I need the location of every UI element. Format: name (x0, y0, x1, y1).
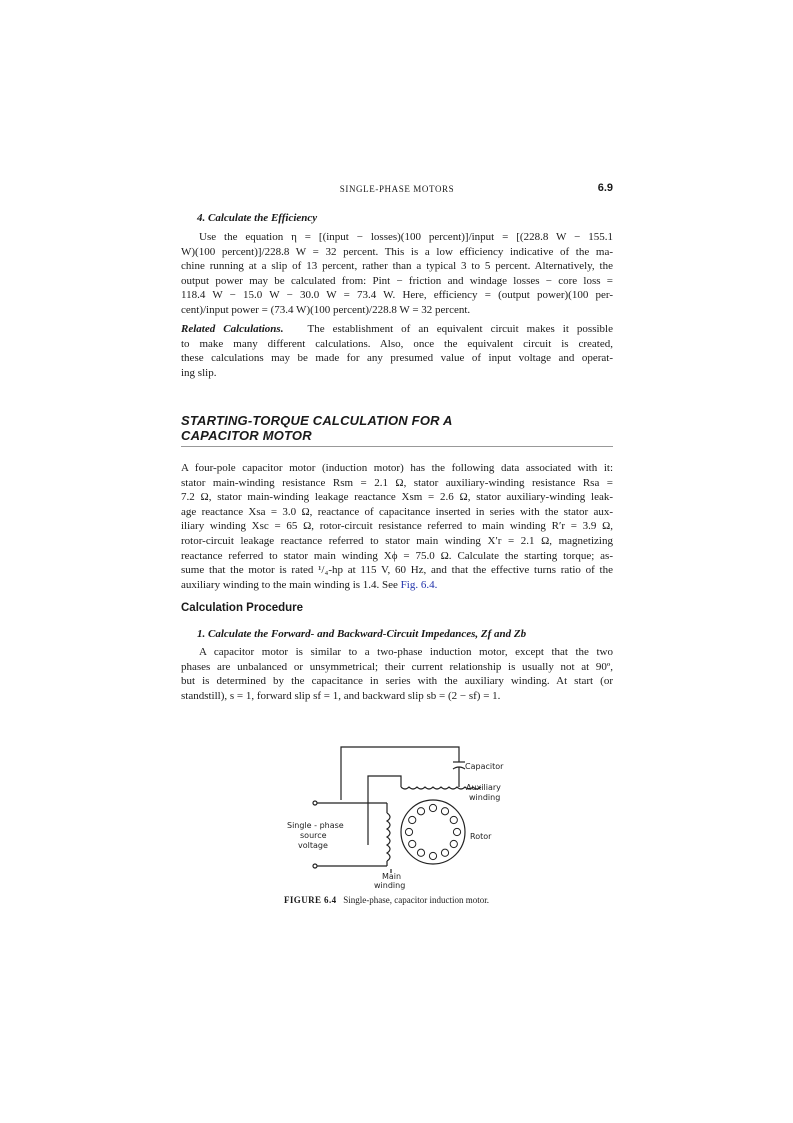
top-terminal (313, 801, 317, 805)
paragraph-line: A capacitor motor is similar to a two-phase induction motor, except that the two (199, 646, 613, 658)
auxiliary-lead-wire (368, 776, 401, 845)
circuit-diagram (281, 745, 521, 890)
paragraph-line: output power may be calculated from: Pint − friction and windage losses − core loss = (181, 274, 613, 287)
rotor-outline (401, 800, 465, 864)
rotor-bars (405, 804, 460, 859)
paragraph-line: standstill), s = 1, forward slip sf = 1, and backward slip sb = (2 − sf) = 1. (181, 689, 501, 702)
capacitor-lead-wire (341, 747, 459, 800)
rotor-bar (409, 840, 416, 847)
paragraph-line: iliary winding Xsc = 65 Ω, rotor-circuit resistance referred to main winding R′r = 3.9 Ω, (181, 520, 613, 533)
step-4-heading: 4. Calculate the Efficiency (197, 212, 318, 224)
impedance-paragraph (181, 645, 613, 703)
auxiliary-label: winding (469, 793, 501, 802)
page-number: 6.9 (597, 182, 613, 194)
paragraph-line: these calculations may be made for any presumed value of input voltage and operat- (181, 352, 613, 365)
paragraph-line: sume that the motor is rated ¹/₄-hp at 115 V, 60 Hz, and that the effective turns ratio of the (181, 564, 613, 577)
paragraph-line: age reactance Xsa = 3.0 Ω, reactance of capacitance inserted in series with the stator aux- (181, 505, 613, 518)
rotor-bar (417, 808, 424, 815)
paragraph-line (181, 578, 613, 593)
paragraph-line: A four-pole capacitor motor (induction motor) has the following data associated with it: (181, 462, 613, 474)
section-title-line: STARTING-TORQUE CALCULATION FOR A (181, 413, 453, 428)
section-title-line: CAPACITOR MOTOR (181, 428, 312, 443)
rotor-bar (441, 849, 448, 856)
rotor-bar (417, 849, 424, 856)
rotor-bar (450, 816, 457, 823)
rotor-label: Rotor (470, 832, 492, 841)
problem-last-text: auxiliary winding to the main winding is 1.4. See (181, 578, 398, 591)
paragraph-line: 7.2 Ω, stator main-winding leakage reactance Xsm = 2.6 Ω, stator auxiliary-winding leak- (181, 491, 613, 504)
rotor-bar (409, 816, 416, 823)
paragraph-line: W)(100 percent)]/228.8 W = 32 percent. This is a low efficiency indicative of the ma- (181, 245, 613, 258)
capacitor-label: Capacitor (465, 762, 504, 771)
rotor-bar (429, 804, 436, 811)
source-voltage-label: Single - phase (287, 821, 344, 830)
rotor-bar (429, 852, 436, 859)
caption-label: FIGURE 6.4 (284, 895, 337, 905)
paragraph-line: rotor-circuit leakage reactance referred to stator main winding X′r = 2.1 Ω, magnetizing (181, 534, 613, 547)
caption-text: Single-phase, capacitor induction motor. (343, 895, 489, 905)
paragraph-line: stator main-winding resistance Rsm = 2.1 Ω, stator auxiliary-winding resistance Rsa = (181, 476, 613, 489)
step-1-heading: 1. Calculate the Forward- and Backward-Circuit Impedances, Zf and Zb (197, 628, 527, 640)
paragraph-line: chine running at a slip of 13 percent, rather than a typical 3 to 5 percent. Alternatively, the (181, 260, 613, 273)
running-header (181, 182, 613, 196)
paragraph-line: cent)/input power = (73.4 W)(100 percent)/228.8 W = 32 percent. (181, 303, 471, 316)
related-calculations-lead: Related Calculations. (181, 323, 284, 335)
problem-paragraph (181, 461, 613, 592)
paragraph-line: to make many different calculations. Also, once the equivalent circuit is created, (181, 337, 613, 350)
source-voltage-label: source (300, 831, 327, 840)
paragraph-line: Use the equation η = [(input − losses)(100 percent)]/input = [(228.8 W − 155.1 (199, 231, 613, 243)
running-title: SINGLE-PHASE MOTORS (339, 184, 455, 194)
main-winding-label: winding (374, 881, 406, 890)
related-calculations-paragraph (181, 322, 613, 380)
section-title (181, 413, 613, 443)
figure-6-4-link[interactable]: Fig. 6.4. (400, 578, 438, 591)
rotor-bar (450, 840, 457, 847)
section-divider (181, 446, 613, 447)
paragraph-line: ing slip. (181, 366, 217, 379)
auxiliary-label: Auxiliary (466, 783, 501, 792)
paragraph-line: phases are unbalanced or unsymmetrical; their current relationship is usually not at 90º, (181, 660, 613, 673)
main-winding-label: Main (382, 872, 402, 881)
rotor-bar (453, 828, 460, 835)
figure-caption (284, 895, 489, 905)
source-voltage-label: voltage (298, 841, 328, 850)
capacitor-motor-figure (281, 745, 521, 895)
paragraph-line (181, 322, 613, 337)
rotor-bar (441, 808, 448, 815)
calculation-procedure-heading: Calculation Procedure (181, 602, 304, 614)
main-winding-coil (387, 813, 390, 861)
paragraph-line: but is determined by the capacitance in series with the auxiliary winding. At start (or (181, 675, 613, 688)
efficiency-paragraph (181, 230, 613, 318)
rotor-bar (405, 828, 412, 835)
paragraph-line: 118.4 W − 15.0 W − 30.0 W = 73.4 W. Here, efficiency = (output power)(100 per- (181, 289, 613, 302)
bottom-terminal (313, 864, 317, 868)
paragraph-line: reactance referred to stator main winding Xϕ = 75.0 Ω. Calculate the starting torque; as- (181, 549, 613, 562)
related-text: The establishment of an equivalent circuit makes it possible (307, 323, 613, 335)
